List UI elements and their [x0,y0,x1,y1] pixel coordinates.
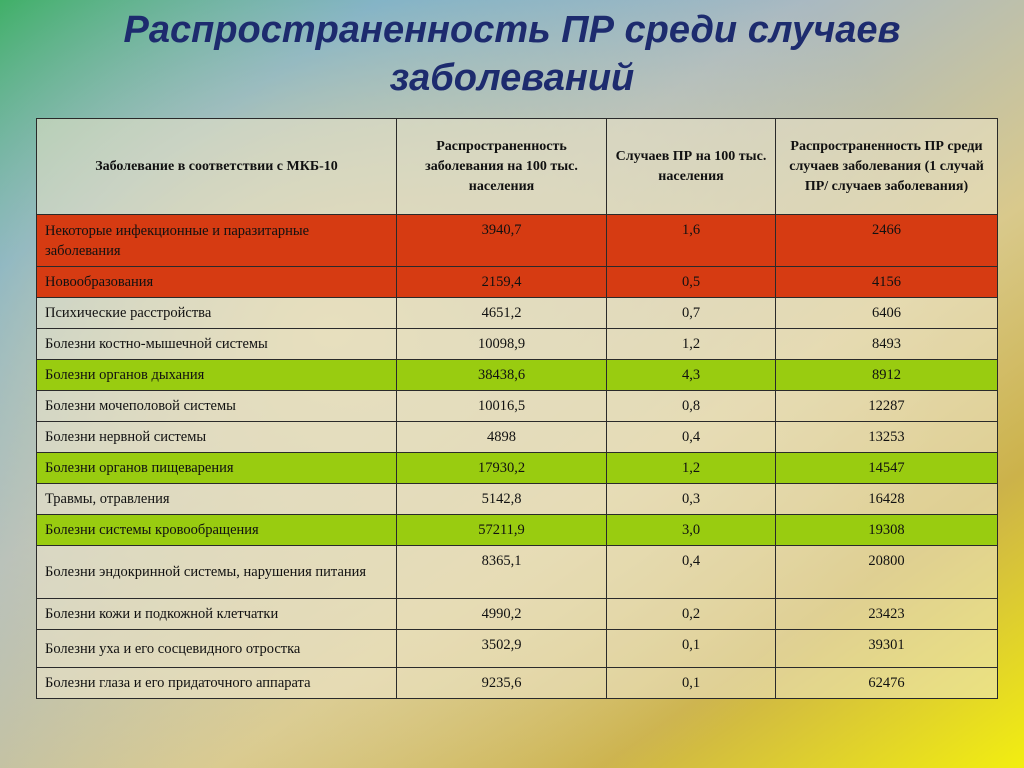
table-body [37,215,998,699]
table-row [37,515,998,546]
cell-ratio: 16428 [776,484,998,515]
cell-disease-name: Болезни органов дыхания [37,360,397,391]
table-row [37,391,998,422]
header-prevalence: Распространенность заболевания на 100 тыс. населения [397,119,607,215]
cell-disease-name: Болезни кожи и подкожной клетчатки [37,599,397,630]
cell-disease-name: Некоторые инфекционные и паразитарные заболевания [37,215,397,267]
cell-cases: 1,2 [607,453,776,484]
table-row [37,668,998,699]
cell-cases: 0,2 [607,599,776,630]
cell-cases: 0,1 [607,668,776,699]
cell-disease-name: Болезни уха и его сосцевидного отростка [37,630,397,668]
table-row [37,599,998,630]
cell-disease-name: Болезни органов пищеварения [37,453,397,484]
cell-cases: 0,3 [607,484,776,515]
disease-table [36,118,998,699]
cell-disease-name: Травмы, отравления [37,484,397,515]
cell-prevalence: 4898 [397,422,607,453]
cell-cases: 0,1 [607,630,776,668]
cell-ratio: 62476 [776,668,998,699]
cell-disease-name: Болезни эндокринной системы, нарушения питания [37,546,397,599]
table-row [37,329,998,360]
cell-prevalence: 38438,6 [397,360,607,391]
cell-disease-name: Болезни системы кровообращения [37,515,397,546]
slide-title-line-1: Распространенность ПР среди случаев [123,9,901,51]
table-row [37,546,998,599]
cell-prevalence: 10016,5 [397,391,607,422]
cell-ratio: 13253 [776,422,998,453]
table-row [37,630,998,668]
cell-prevalence: 3940,7 [397,215,607,267]
cell-prevalence: 4651,2 [397,298,607,329]
cell-disease-name: Болезни глаза и его придаточного аппарата [37,668,397,699]
cell-ratio: 19308 [776,515,998,546]
cell-cases: 1,2 [607,329,776,360]
cell-disease-name: Новообразования [37,267,397,298]
cell-prevalence: 57211,9 [397,515,607,546]
table-row [37,422,998,453]
cell-cases: 0,4 [607,422,776,453]
cell-cases: 0,5 [607,267,776,298]
header-ratio: Распространенность ПР среди случаев заболевания (1 случай ПР/ случаев заболевания) [776,119,998,215]
cell-prevalence: 8365,1 [397,546,607,599]
cell-ratio: 2466 [776,215,998,267]
cell-ratio: 20800 [776,546,998,599]
cell-ratio: 8912 [776,360,998,391]
cell-prevalence: 3502,9 [397,630,607,668]
cell-ratio: 12287 [776,391,998,422]
cell-ratio: 6406 [776,298,998,329]
cell-cases: 1,6 [607,215,776,267]
cell-prevalence: 2159,4 [397,267,607,298]
cell-cases: 0,4 [607,546,776,599]
cell-prevalence: 17930,2 [397,453,607,484]
table-header-row [37,119,998,215]
table-row [37,298,998,329]
cell-prevalence: 9235,6 [397,668,607,699]
table-row [37,360,998,391]
cell-disease-name: Психические расстройства [37,298,397,329]
cell-disease-name: Болезни нервной системы [37,422,397,453]
cell-disease-name: Болезни мочеполовой системы [37,391,397,422]
cell-ratio: 23423 [776,599,998,630]
table-row [37,267,998,298]
cell-cases: 0,8 [607,391,776,422]
cell-disease-name: Болезни костно-мышечной системы [37,329,397,360]
cell-ratio: 4156 [776,267,998,298]
header-cases: Случаев ПР на 100 тыс. населения [607,119,776,215]
slide-title-line-2: заболеваний [389,57,635,99]
cell-prevalence: 5142,8 [397,484,607,515]
slide-title [0,6,1024,102]
cell-ratio: 8493 [776,329,998,360]
table-row [37,484,998,515]
cell-cases: 0,7 [607,298,776,329]
table-row [37,215,998,267]
cell-prevalence: 4990,2 [397,599,607,630]
cell-cases: 3,0 [607,515,776,546]
cell-cases: 4,3 [607,360,776,391]
cell-ratio: 39301 [776,630,998,668]
cell-ratio: 14547 [776,453,998,484]
header-disease: Заболевание в соответствии с МКБ-10 [37,119,397,215]
cell-prevalence: 10098,9 [397,329,607,360]
table-row [37,453,998,484]
